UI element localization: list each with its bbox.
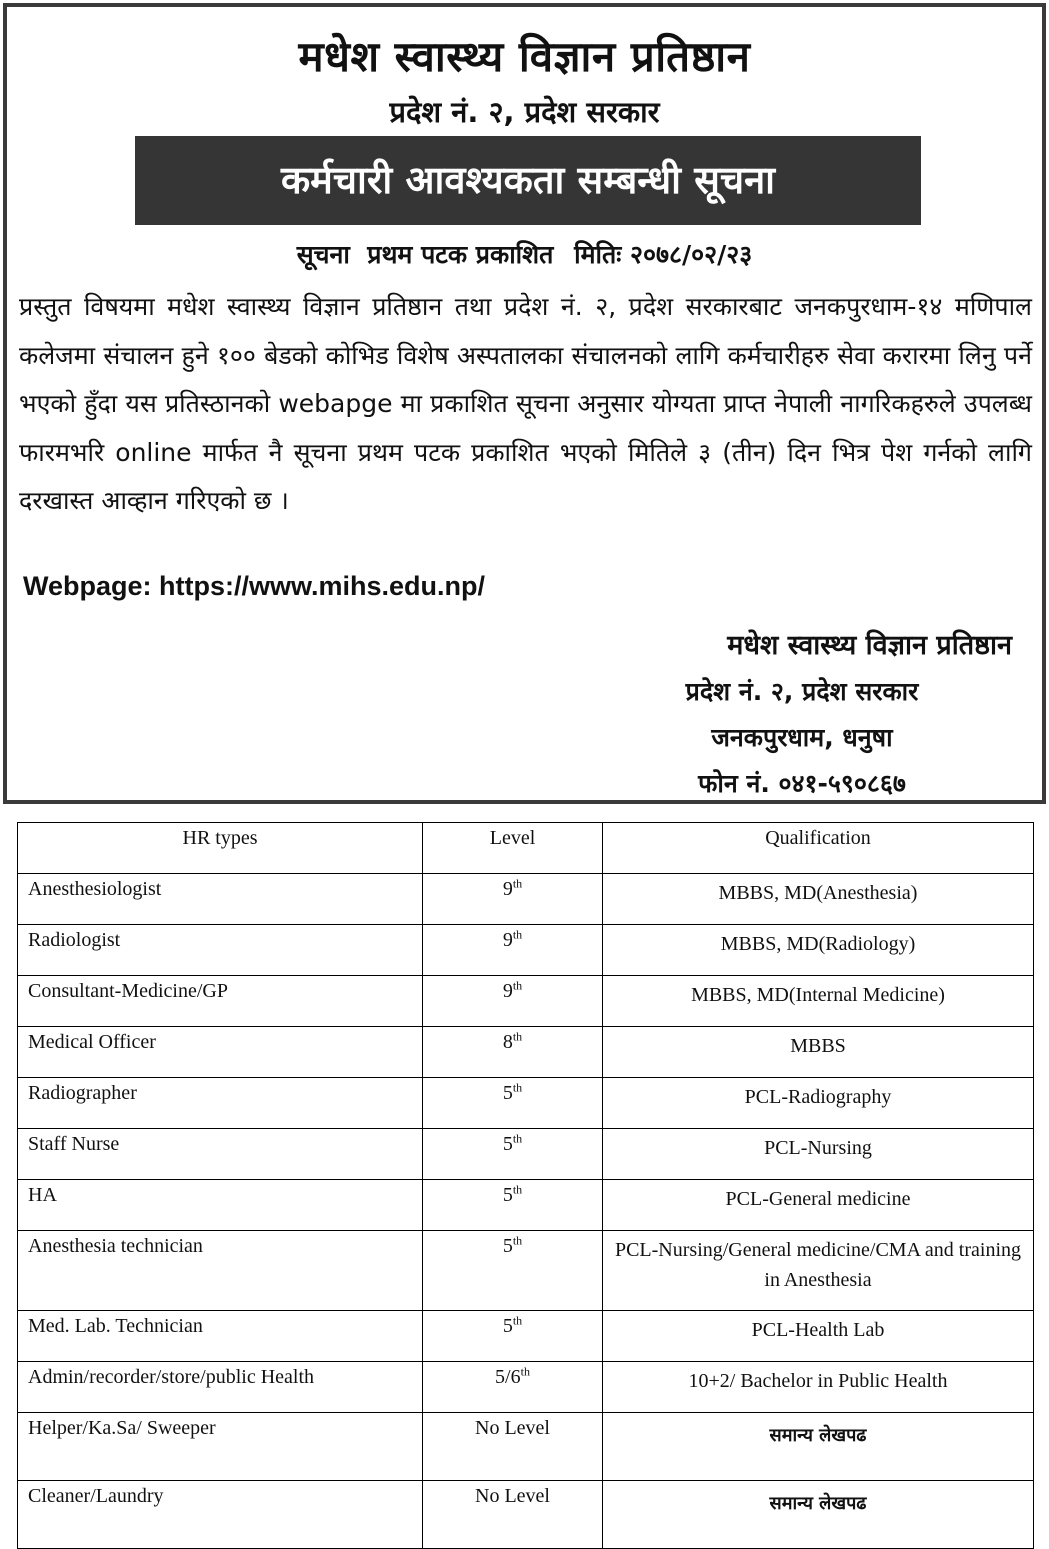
- signature-address: जनकपुरधाम, धनुषा: [711, 723, 893, 752]
- table-header-row: [18, 823, 1034, 874]
- cell-qualification: PCL-Radiography: [603, 1078, 1034, 1129]
- table-row: [18, 1481, 1034, 1549]
- header-hr-types: HR types: [18, 823, 423, 874]
- webpage-link[interactable]: Webpage: https://www.mihs.edu.np/: [23, 571, 486, 601]
- signature-org: मधेश स्वास्थ्य विज्ञान प्रतिष्ठान: [727, 630, 1012, 661]
- cell-qualification: PCL-Nursing/General medicine/CMA and training in Anesthesia: [603, 1231, 1034, 1311]
- org-title: मधेश स्वास्थ्य विज्ञान प्रतिष्ठान: [298, 32, 751, 81]
- header-level: Level: [423, 823, 603, 874]
- org-subtitle: प्रदेश नं. २, प्रदेश सरकार: [389, 95, 660, 129]
- cell-level: No Level: [423, 1413, 603, 1481]
- cell-hr-type: HA: [18, 1180, 423, 1231]
- cell-qualification: PCL-General medicine: [603, 1180, 1034, 1231]
- header-qualification: Qualification: [603, 823, 1034, 874]
- table-row: [18, 1311, 1034, 1362]
- table-row: [18, 1231, 1034, 1311]
- table-row: [18, 1180, 1034, 1231]
- hr-requirements-table: [17, 822, 1034, 1549]
- notice-box: [3, 3, 1046, 804]
- cell-hr-type: Radiologist: [18, 925, 423, 976]
- cell-hr-type: Anesthesiologist: [18, 874, 423, 925]
- signature-province: प्रदेश नं. २, प्रदेश सरकार: [685, 677, 919, 706]
- cell-qualification: समान्य लेखपढ: [603, 1413, 1034, 1481]
- table-row: [18, 1129, 1034, 1180]
- cell-qualification: MBBS, MD(Internal Medicine): [603, 976, 1034, 1027]
- table-row: [18, 1078, 1034, 1129]
- cell-qualification: 10+2/ Bachelor in Public Health: [603, 1362, 1034, 1413]
- cell-qualification: समान्य लेखपढ: [603, 1481, 1034, 1549]
- cell-qualification: MBBS, MD(Radiology): [603, 925, 1034, 976]
- cell-level: No Level: [423, 1481, 603, 1549]
- cell-qualification: PCL-Health Lab: [603, 1311, 1034, 1362]
- cell-qualification: MBBS: [603, 1027, 1034, 1078]
- table-row: [18, 1362, 1034, 1413]
- cell-level: 9th: [423, 925, 603, 976]
- cell-hr-type: Staff Nurse: [18, 1129, 423, 1180]
- cell-level: 5/6th: [423, 1362, 603, 1413]
- publication-date: मितिः २०७८/०२/२३: [574, 240, 753, 269]
- cell-level: 5th: [423, 1129, 603, 1180]
- cell-level: 5th: [423, 1311, 603, 1362]
- table-row: [18, 1027, 1034, 1078]
- cell-level: 5th: [423, 1180, 603, 1231]
- signature-phone: फोन नं. ०४१-५९०८६७: [698, 769, 906, 798]
- cell-hr-type: Med. Lab. Technician: [18, 1311, 423, 1362]
- cell-level: 8th: [423, 1027, 603, 1078]
- cell-level: 5th: [423, 1078, 603, 1129]
- cell-hr-type: Cleaner/Laundry: [18, 1481, 423, 1549]
- table-row: [18, 874, 1034, 925]
- cell-level: 5th: [423, 1231, 603, 1311]
- table-row: [18, 925, 1034, 976]
- signature-block: [592, 623, 1012, 807]
- table-row: [18, 1413, 1034, 1481]
- cell-hr-type: Medical Officer: [18, 1027, 423, 1078]
- cell-hr-type: Consultant-Medicine/GP: [18, 976, 423, 1027]
- cell-hr-type: Anesthesia technician: [18, 1231, 423, 1311]
- notice-body: प्रस्तुत विषयमा मधेश स्वास्थ्य विज्ञान प्रतिष्ठान तथा प्रदेश नं. २, प्रदेश सरकारबाट जनकपुरधाम-१४ मणिपाल कलेजमा संचालन हुने १०० बेडको कोभिड विशेष अस्पतालका संचालनको लागि कर्मचारीहरु सेवा करारमा लिनु पर्ने भएको हुँदा यस प्रतिस्ठानको webapge मा प्रकाशित सूचना अनुसार योग्यता प्राप्त नेपाली नागरिकहरुले उपलब्ध फारमभरि online मार्फत नै सूचना प्रथम पटक प्रकाशित भएको मितिले ३ (तीन) दिन भित्र पेश गर्नको लागि दरखास्त आव्हान गरिएको छ ।: [19, 292, 1032, 515]
- cell-hr-type: Helper/Ka.Sa/ Sweeper: [18, 1413, 423, 1481]
- publication-label: सूचना प्रथम पटक प्रकाशित: [296, 240, 554, 269]
- notice-banner: कर्मचारी आवश्यकता सम्बन्धी सूचना: [135, 136, 921, 225]
- cell-qualification: MBBS, MD(Anesthesia): [603, 874, 1034, 925]
- publication-line: [7, 237, 1042, 271]
- table-row: [18, 976, 1034, 1027]
- cell-qualification: PCL-Nursing: [603, 1129, 1034, 1180]
- cell-hr-type: Admin/recorder/store/public Health: [18, 1362, 423, 1413]
- cell-hr-type: Radiographer: [18, 1078, 423, 1129]
- cell-level: 9th: [423, 874, 603, 925]
- cell-level: 9th: [423, 976, 603, 1027]
